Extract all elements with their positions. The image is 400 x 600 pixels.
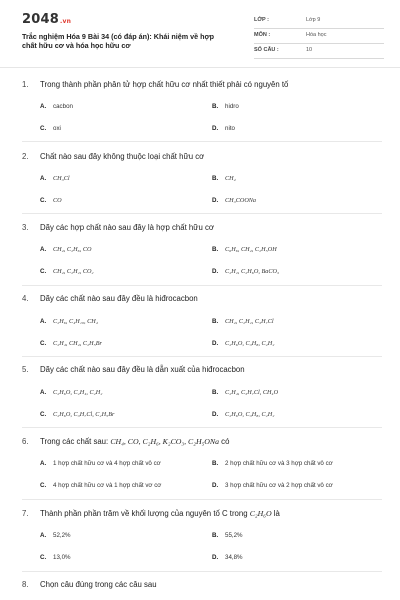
option-letter: C. [40,482,47,489]
question-text [22,152,382,162]
option-text: 2 hợp chất hữu cơ và 3 hợp chất vô cơ [225,460,333,467]
option-d[interactable] [212,482,333,489]
document-meta [254,14,384,59]
question-number: 5. [22,365,29,374]
question-3 [22,223,382,275]
option-letter: C. [40,197,47,204]
option-letter: B. [212,460,219,467]
question-5 [22,365,382,418]
option-text: C₂H₆O, C₃H₈, C₂H₂ [225,340,275,347]
option-b[interactable] [212,246,277,253]
question-4 [22,294,382,347]
option-text: CH₄, C₂H₆, CO [53,246,92,253]
document-title [22,32,227,50]
option-letter: A. [40,460,47,467]
option-letter: D. [212,340,219,347]
option-letter: D. [212,554,219,561]
option-letter: D. [212,411,219,418]
option-text: C₂H₆O, C₃H₇Cl, C₂H₅Br [53,411,115,418]
question-stem: Chất nào sau đây không thuộc loại chất hữu cơ [40,152,205,161]
meta-key: LỚP : [254,17,269,23]
option-b[interactable] [212,175,236,182]
option-letter: D. [212,125,219,132]
question-text [22,365,382,375]
question-2 [22,152,382,204]
option-letter: A. [40,318,47,325]
question-text [22,294,382,304]
option-text: C₂H₆O, C₂H₄, C₂H₂ [53,389,103,396]
option-b[interactable] [212,318,274,325]
header-divider [0,67,400,68]
option-letter: C. [40,411,47,418]
option-text: CH₄, C₂H₂, CO₂ [53,268,94,275]
option-text: 3 hợp chất hữu cơ và 2 hợp chất vô cơ [225,482,333,489]
option-letter: A. [40,103,47,110]
option-a[interactable] [40,103,73,110]
logo-text: 2048 [22,12,59,27]
option-letter: D. [212,197,219,204]
site-logo[interactable] [22,12,71,27]
question-stem: Dãy các chất nào sau đây đều là hiđrocacbon [40,294,198,303]
option-text: CO [53,197,62,204]
option-letter: A. [40,389,47,396]
question-number: 4. [22,294,29,303]
option-text: cacbon [53,103,73,110]
option-letter: B. [212,103,219,110]
option-b[interactable] [212,532,243,539]
option-a[interactable] [40,389,102,396]
question-6 [22,437,382,489]
document-header [22,10,382,60]
option-c[interactable] [40,197,62,204]
meta-row-class [254,14,384,29]
option-letter: B. [212,318,219,325]
meta-value: Lớp 9 [306,17,321,23]
option-b[interactable] [212,103,239,110]
question-stem: Trong thành phần phân tử hợp chất hữu cơ nhất thiết phải có nguyên tố [40,80,289,89]
option-text: 13,0% [53,554,71,561]
document-title-line-1: Trắc nghiệm Hóa 9 Bài 34 (có đáp án): Khái niệm về hợp [22,32,215,41]
option-text: C₆H₆, CH₄, C₂H₅OH [225,246,277,253]
question-stem-prefix: Thành phần phần trăm về khối lượng của nguyên tố C trong [40,509,250,518]
option-letter: C. [40,554,47,561]
question-stem: Dãy các hợp chất nào sau đây là hợp chất hữu cơ [40,223,214,232]
meta-row-question-count [254,44,384,59]
question-stem: Dãy các chất nào sau đây đều là dẫn xuất của hiđrocacbon [40,365,245,374]
question-1 [22,80,382,132]
option-letter: C. [40,125,47,132]
meta-value: 10 [306,47,313,53]
question-text [22,580,382,590]
question-number: 3. [22,223,29,232]
logo-suffix: .vn [59,18,72,25]
option-letter: B. [212,532,219,539]
option-text: CH₃COONa [225,197,257,204]
question-divider [22,356,382,357]
option-c[interactable] [40,340,102,347]
question-number: 1. [22,80,29,89]
question-number: 7. [22,509,29,518]
option-a[interactable] [40,532,71,539]
question-text [22,223,382,233]
option-a[interactable] [40,460,161,467]
meta-row-subject [254,29,384,44]
option-text: hidro [225,103,239,110]
option-a[interactable] [40,318,98,325]
option-text: C₂H₆, C₄H₁₀, CH₄ [53,318,98,325]
option-d[interactable] [212,554,243,561]
question-divider [22,141,382,142]
option-d[interactable] [212,197,256,204]
question-text [22,437,382,447]
option-c[interactable] [40,554,71,561]
option-letter: B. [212,175,219,182]
question-text [22,509,382,519]
question-number: 6. [22,437,29,446]
option-c[interactable] [40,268,94,275]
option-d[interactable] [212,125,235,132]
option-text: 55,2% [225,532,243,539]
question-text [22,80,382,90]
option-text: CH₄, C₂H₂, C₃H₇Cl [225,318,274,325]
meta-key: SỐ CÂU : [254,47,279,53]
option-letter: D. [212,482,219,489]
option-text: 4 hợp chất hữu cơ và 1 hợp chất vơ cơ [53,482,162,489]
document-title-line-2: chất hữu cơ và hóa học hữu cơ [22,41,131,50]
question-stem-suffix: có [219,437,230,446]
question-stem: Chọn câu đúng trong các câu sau [40,580,157,589]
option-text: nito [225,125,235,132]
question-8 [22,580,382,590]
question-divider [22,499,382,500]
option-letter: A. [40,246,47,253]
option-letter: A. [40,175,47,182]
option-letter: D. [212,268,219,275]
option-text: 34,8% [225,554,243,561]
option-b[interactable] [212,389,278,396]
option-a[interactable] [40,246,91,253]
question-7 [22,509,382,561]
option-text: C₂H₂, C₂H₆O, BaCO₃ [225,268,280,275]
question-stem-formulas: CH₄, CO, C₂H₆, K₂CO₃, C₂H₅ONa [110,437,220,446]
question-number: 8. [22,580,29,589]
question-divider [22,213,382,214]
option-text: C₂H₄, C₃H₇Cl, CH₄O [225,389,279,396]
option-letter: B. [212,246,219,253]
option-c[interactable] [40,411,114,418]
option-d[interactable] [212,268,279,275]
question-divider [22,285,382,286]
option-text: 1 hợp chất hữu cơ và 4 hợp chất vô cơ [53,460,161,467]
option-text: 52,2% [53,532,71,539]
option-c[interactable] [40,125,61,132]
option-d[interactable] [212,411,274,418]
option-d[interactable] [212,340,274,347]
option-text: oxi [53,125,61,132]
option-letter: C. [40,268,47,275]
question-divider [22,571,382,572]
option-letter: B. [212,389,219,396]
meta-key: MÔN : [254,32,271,38]
option-text: CH₄ [225,175,236,182]
option-text: C₂H₄, CH₄, C₂H₅Br [53,340,102,347]
question-divider [22,427,382,428]
option-text: CH₃Cl [53,175,70,182]
option-letter: C. [40,340,47,347]
question-stem-suffix: là [271,509,280,518]
option-a[interactable] [40,175,70,182]
option-letter: A. [40,532,47,539]
meta-value: Hóa học [306,32,327,38]
question-stem-prefix: Trong các chất sau: [40,437,111,446]
option-c[interactable] [40,482,161,489]
question-stem-formula: C₂H₆O [249,509,272,518]
option-text: C₂H₆O, C₃H₈, C₂H₂ [225,411,275,418]
question-number: 2. [22,152,29,161]
option-b[interactable] [212,460,333,467]
